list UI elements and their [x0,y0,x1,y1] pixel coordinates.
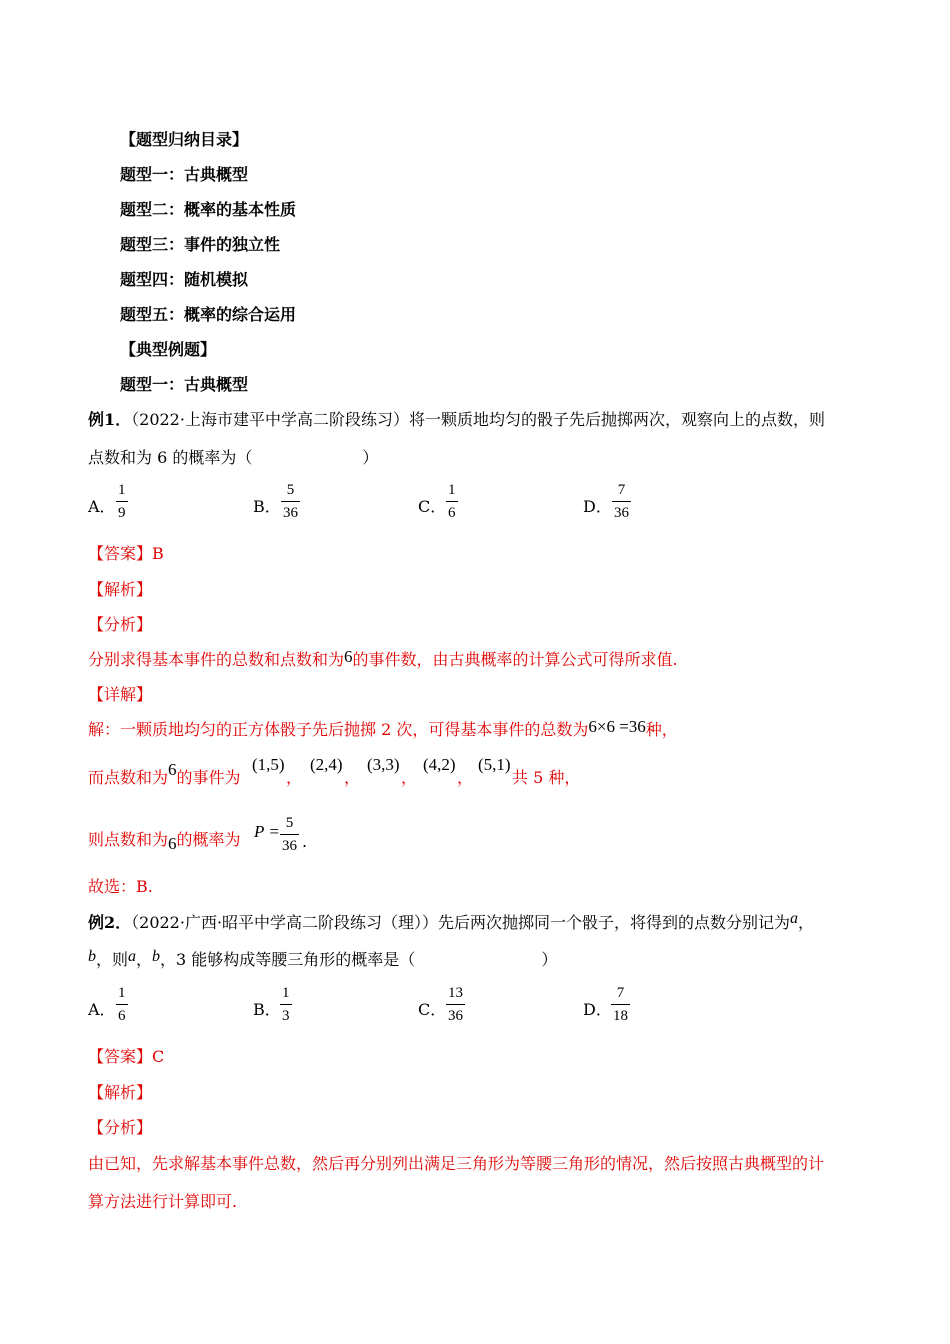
example-1-pair-1: (1,5) [252,755,285,774]
example-1-question: 点数和为 6 的概率为（ [88,448,253,467]
example-2-fenxi-line-1: 由已知，先求解基本事件总数，然后再分别列出满足三角形为等腰三角形的情况，然后按照古典概型的计 [88,1154,825,1173]
toc-item-3: 题型三：事件的独立性 [120,235,281,254]
example-1-result-period: . [302,832,308,851]
example-1-xiangjie-heading: 【详解】 [88,685,153,704]
example-2-source: （2022·广西·昭平中学高二阶段练习（理））先后两次抛掷同一个骰子，将得到的点数分别记为 [131,913,791,932]
example-1-fenxi-heading: 【分析】 [88,615,153,634]
example-1-option-a-letter: A． [88,497,116,516]
example-1-fenxi: 分别求得基本事件的总数和点数和为6的事件数，由古典概率的计算公式可得所求值. [88,647,678,669]
example-1-option-a-fraction: 1 9 [118,482,126,521]
example-1-pair-sep-1: ， [286,768,303,787]
example-1-pair-sep-4: ， [457,768,474,787]
example-1-source: （2022·上海市建平中学高二阶段练习）将一颗质地均匀的骰子先后抛掷两次，观察向上的点数，则 [131,410,825,429]
example-1-jiexi: 【解析】 [88,580,153,599]
example-1-pair-sep-2: ， [344,768,361,787]
example-2-option-c-fraction: 13 36 [448,985,463,1024]
example-1-pair-2: (2,4) [310,755,343,774]
example-1-solution-line-1: 解：一颗质地均匀的正方体骰子先后抛掷 2 次，可得基本事件的总数为6×6 =36种， [88,717,678,739]
example-1-pair-sep-3: ， [401,768,418,787]
toc-item-2: 题型二：概率的基本性质 [120,200,297,219]
example-1-close-paren: ） [362,448,379,467]
toc-item-4: 题型四：随机模拟 [120,270,249,289]
example-1-solution-line-2-start: 而点数和为6的事件为 [88,760,241,787]
example-1-pair-4: (4,2) [423,755,456,774]
example-1-option-c-fraction: 1 6 [448,482,456,521]
example-1-option-b-fraction: 5 36 [283,482,298,521]
example-2-label: 例2． [88,913,132,932]
example-1-result-fraction: 5 36 [282,815,297,854]
example-1-p-equals: P = [254,822,280,841]
example-2-option-d-fraction: 7 18 [613,985,628,1024]
example-1-label: 例1． [88,410,132,429]
toc-item-5: 题型五：概率的综合运用 [120,305,297,324]
example-1-option-d-fraction: 7 36 [614,482,629,521]
example-2-option-b-fraction: 1 3 [282,985,290,1024]
example-1-solution-line-2-end: 共 5 种， [512,768,581,787]
example-2-line-2: b，则a，b，3 能够构成等腰三角形的概率是（ ） [88,948,558,969]
toc-title: 【题型归纳目录】 [120,130,249,149]
example-2-fenxi-line-2: 算方法进行计算即可. [88,1192,238,1211]
example-2-option-a-letter: A． [88,1000,116,1019]
example-2-option-a-fraction: 1 6 [118,985,126,1024]
example-1-option-d-letter: D． [583,497,612,516]
example-2-fenxi-heading: 【分析】 [88,1118,153,1137]
example-2-option-b-letter: B． [253,1000,281,1019]
example-1-answer: 【答案】B [88,544,164,563]
example-2-line-1: 例2．（2022·广西·昭平中学高二阶段练习（理））先后两次抛掷同一个骰子，将得到的点数分别记为a， [88,910,815,932]
section-heading: 题型一：古典概型 [120,375,249,394]
example-1-line-2 [88,448,378,468]
example-1-option-c-letter: C． [418,497,447,516]
toc-item-1: 题型一：古典概型 [120,165,249,184]
example-2-option-d-letter: D． [583,1000,612,1019]
example-2-answer: 【答案】C [88,1047,165,1066]
example-1-line-1 [88,410,825,430]
example-2-jiexi: 【解析】 [88,1083,153,1102]
example-2-option-c-letter: C． [418,1000,447,1019]
examples-heading: 【典型例题】 [120,340,217,359]
example-1-solution-line-3: 则点数和为6的概率为 [88,830,241,853]
example-1-pair-5: (5,1) [478,755,511,774]
example-1-option-b-letter: B． [253,497,281,516]
example-1-conclusion: 故选：B. [88,877,153,896]
example-1-pair-3: (3,3) [367,755,400,774]
